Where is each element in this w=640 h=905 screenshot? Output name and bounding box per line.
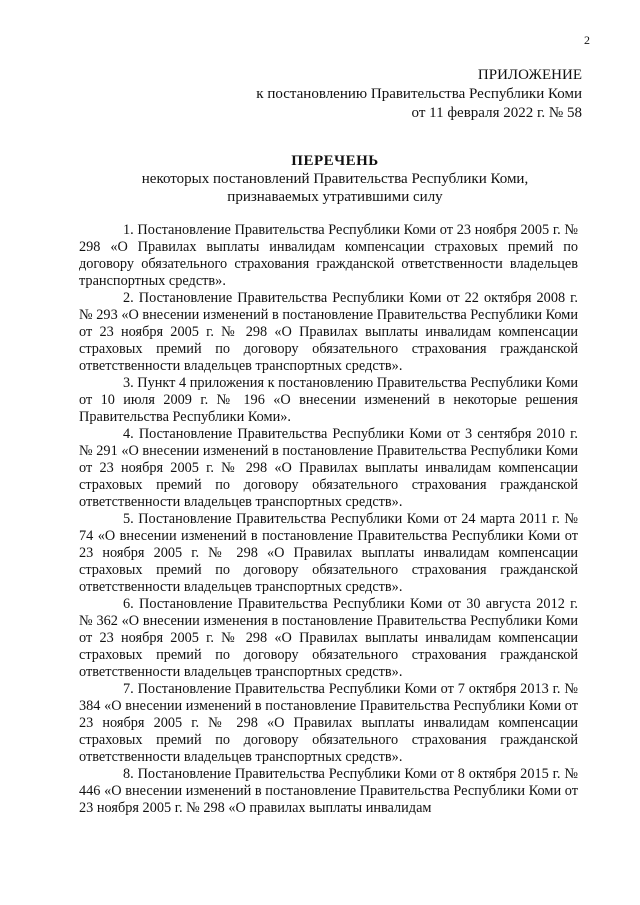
document-subtitle-line-1: некоторых постановлений Правительства Республики Коми, bbox=[141, 171, 529, 187]
list-item-5: 5. Постановление Правительства Республики Коми от 24 марта 2011 г. № 74 «О внесении изменений в постановление Правительства Республики Коми от 23 ноября 2005 г. № 298 «О Правилах выплаты инвалидам компенсации страховых премий по договору обязательного страхования гражданской ответственности владельцев транспортных средств». bbox=[79, 511, 578, 595]
list-item-6: 6. Постановление Правительства Республики Коми от 30 августа 2012 г. № 362 «О внесении изменения в постановление Правительства Республики Коми от 23 ноября 2005 г. № 298 «О Правилах выплаты инвалидам компенсации страховых премий по договору обязательного страхования гражданской ответственности владельцев транспортных средств». bbox=[79, 596, 578, 680]
appendix-reference: к постановлению Правительства Республики Коми bbox=[256, 86, 582, 102]
document-subtitle-line-2: признаваемых утратившими силу bbox=[227, 189, 443, 205]
list-item-3: 3. Пункт 4 приложения к постановлению Правительства Республики Коми от 10 июля 2009 г. № 196 «О внесении изменений в некоторые решения Правительства Республики Коми». bbox=[79, 375, 579, 425]
document-title: ПЕРЕЧЕНЬ bbox=[291, 153, 379, 169]
list-item-2: 2. Постановление Правительства Республики Коми от 22 октября 2008 г. № 293 «О внесении изменений в постановление Правительства Республики Коми от 23 ноября 2005 г. № 298 «О Правилах выплаты инвалидам компенсации страховых премий по договору обязательного страхования гражданской ответственности владельцев транспортных средств». bbox=[79, 290, 578, 374]
appendix-header bbox=[256, 66, 582, 123]
appendix-title: ПРИЛОЖЕНИЕ bbox=[477, 67, 582, 83]
regulations-list bbox=[79, 222, 578, 817]
list-item-4: 4. Постановление Правительства Республики Коми от 3 сентября 2010 г. № 291 «О внесении изменений в постановление Правительства Республики Коми от 23 ноября 2005 г. № 298 «О Правилах выплаты инвалидам компенсации страховых премий по договору обязательного страхования гражданской ответственности владельцев транспортных средств». bbox=[79, 426, 578, 510]
list-item-8: 8. Постановление Правительства Республики Коми от 8 октября 2015 г. № 446 «О внесении изменений в постановление Правительства Республики Коми от 23 ноября 2005 г. № 298 «О правилах выплаты инвалидам bbox=[79, 766, 578, 816]
appendix-date: от 11 февраля 2022 г. № 58 bbox=[411, 105, 582, 121]
list-item-7: 7. Постановление Правительства Республики Коми от 7 октября 2013 г. № 384 «О внесении изменений в постановление Правительства Республики Коми от 23 ноября 2005 г. № 298 «О Правилах выплаты инвалидам компенсации страховых премий по договору обязательного страхования гражданской ответственности владельцев транспортных средств». bbox=[79, 681, 578, 765]
list-item-1: 1. Постановление Правительства Республики Коми от 23 ноября 2005 г. № 298 «О Правилах выплаты инвалидам компенсации страховых премий по договору обязательного страхования гражданской ответственности владельцев транспортных средств». bbox=[79, 222, 578, 289]
page-number: 2 bbox=[584, 33, 590, 47]
document-heading bbox=[80, 152, 590, 206]
